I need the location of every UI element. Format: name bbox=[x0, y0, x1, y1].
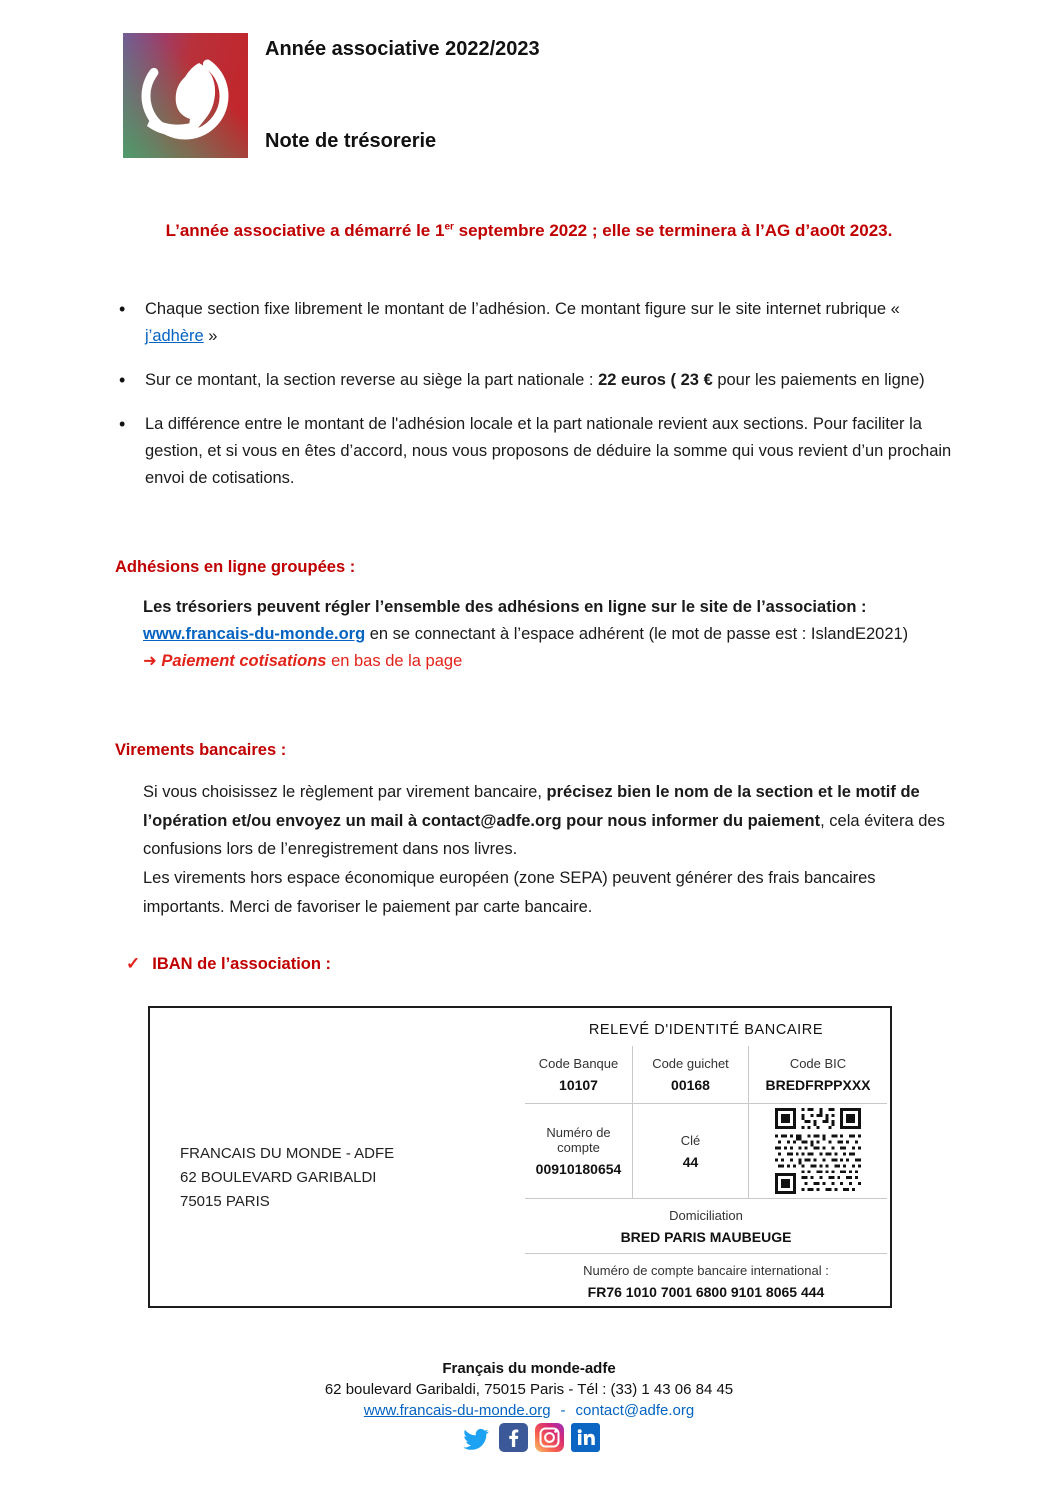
footer-social-row bbox=[0, 1424, 1058, 1456]
footer-email-link[interactable]: contact@adfe.org bbox=[575, 1402, 695, 1419]
checkmark-icon: ✓ bbox=[126, 954, 141, 973]
virements-paragraph-1: Si vous choisissez le règlement par virement bancaire, précisez bien le nom de la section et le motif de l’opération et/ou envoyez un mail à contact@adfe.org pour nous informer du paiement, cela évitera des confusions lors de l’enregistrement dans nos livres. bbox=[143, 783, 945, 858]
owner-street: 62 BOULEVARD GARIBALDI bbox=[180, 1169, 377, 1186]
bullet-item-adhesion-amount: • Chaque section fixe librement le montant de l’adhésion. Ce montant figure sur le site internet rubrique « j’adhère » bbox=[115, 296, 953, 350]
qr-code-icon bbox=[749, 1104, 887, 1199]
bullet-list bbox=[115, 296, 953, 509]
footer-links: www.francais-du-monde.org - contact@adfe.org bbox=[363, 1402, 695, 1419]
bullet-item-difference: • La différence entre le montant de l'adhésion locale et la part nationale revient aux sections. Pour faciliter la gestion, et si vous en êtes d’accord, nous vous proposons de déduire la somme qui vous revient d’un prochain envoi de cotisations. bbox=[115, 411, 953, 492]
rib-cell-cle: Clé 44 bbox=[633, 1104, 749, 1199]
rib-title: RELEVÉ D'IDENTITÉ BANCAIRE bbox=[588, 1022, 824, 1038]
page-title: Année associative 2022/2023 bbox=[265, 38, 540, 60]
paiement-cotisations-note: ➜ Paiement cotisations en bas de la page bbox=[143, 652, 463, 670]
rib-cell-numero-compte: Numéro de compte 00910180654 bbox=[525, 1104, 633, 1199]
footer-website-link[interactable]: www.francais-du-monde.org bbox=[363, 1402, 551, 1419]
owner-name: FRANCAIS DU MONDE - ADFE bbox=[180, 1145, 395, 1162]
headline: L’année associative a démarré le 1er septembre 2022 ; elle se terminera à l’AG d’ao0t 2023. bbox=[165, 221, 893, 240]
linkedin-icon[interactable] bbox=[571, 1423, 600, 1457]
virements-paragraph-2: Les virements hors espace économique européen (zone SEPA) peuvent générer des frais bancaires importants. Merci de favoriser le paiement par carte bancaire. bbox=[143, 869, 876, 916]
jadhere-link[interactable]: j’adhère bbox=[145, 327, 204, 345]
arrow-icon: ➜ bbox=[143, 652, 162, 670]
footer-org-name: Français du monde-adfe bbox=[442, 1360, 616, 1377]
section-body-adhesions: Les trésoriers peuvent régler l’ensemble des adhésions en ligne sur le site de l’association : www.francais-du-monde.org en se connectant à l’espace adhérent (le mot de passe est : IslandE2021) ➜ Paiement cotisations en bas de la page bbox=[143, 594, 955, 675]
bullet-item-national-share: • Sur ce montant, la section reverse au siège la part nationale : 22 euros ( 23 € pour les paiements en ligne) bbox=[115, 367, 953, 394]
rib-cell-code-banque: Code Banque 10107 bbox=[525, 1046, 633, 1104]
section-heading-adhesions: Adhésions en ligne groupées : bbox=[115, 558, 356, 576]
footer-address: 62 boulevard Garibaldi, 75015 Paris - Tél : (33) 1 43 06 84 45 bbox=[324, 1381, 734, 1398]
rib-cell-domiciliation: Domiciliation BRED PARIS MAUBEUGE bbox=[525, 1199, 887, 1254]
instagram-icon[interactable] bbox=[535, 1423, 564, 1457]
section-heading-virements: Virements bancaires : bbox=[115, 741, 287, 759]
francais-du-monde-marianne-logo-icon bbox=[123, 33, 248, 158]
facebook-icon[interactable] bbox=[499, 1423, 528, 1457]
rib-cell-code-guichet: Code guichet 00168 bbox=[633, 1046, 749, 1104]
rib-bank-details-card bbox=[148, 1006, 892, 1308]
headline-superscript: er bbox=[444, 221, 454, 233]
rib-cell-iban: Numéro de compte bancaire international : FR76 1010 7001 6800 9101 8065 444 bbox=[583, 1262, 829, 1300]
owner-city: 75015 PARIS bbox=[180, 1193, 270, 1210]
rib-table bbox=[525, 1046, 887, 1308]
website-link[interactable]: www.francais-du-monde.org bbox=[143, 625, 366, 643]
rib-cell-code-bic: Code BIC BREDFRPPXXX bbox=[749, 1046, 887, 1104]
rib-account-owner bbox=[180, 1142, 394, 1214]
twitter-icon[interactable] bbox=[458, 1424, 492, 1457]
page-subtitle: Note de trésorerie bbox=[265, 130, 437, 152]
iban-heading: ✓ IBAN de l’association : bbox=[126, 954, 332, 973]
